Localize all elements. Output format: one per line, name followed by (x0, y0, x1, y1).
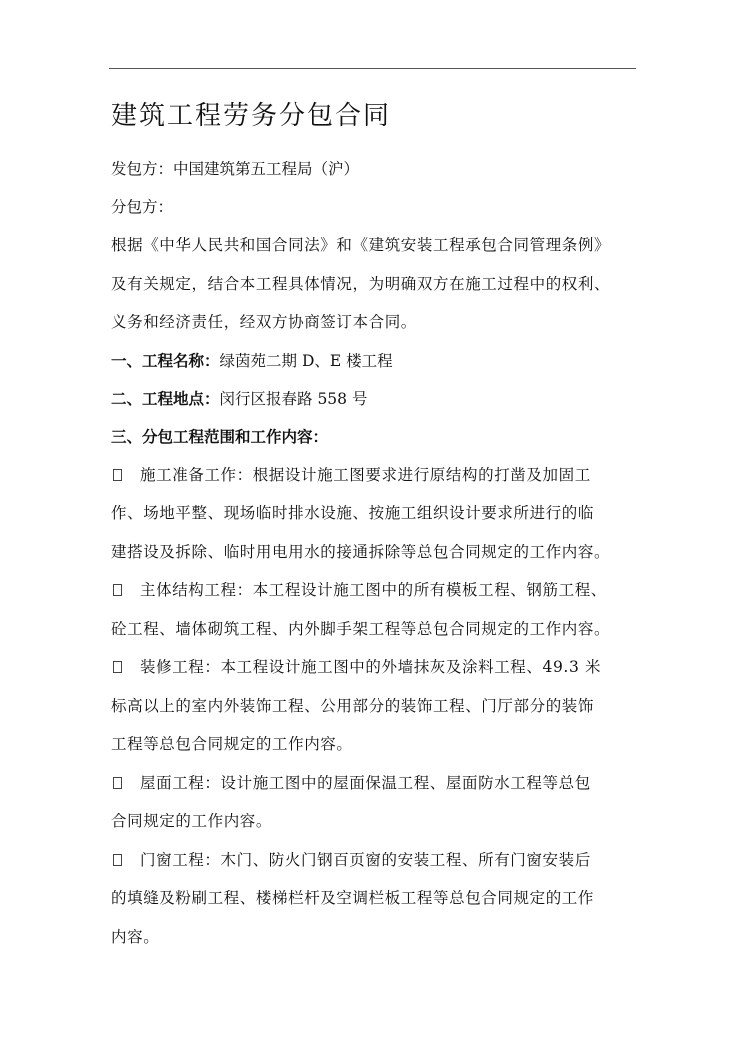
project-location-value: 闵行区报春路 558 号 (219, 389, 368, 408)
bullet-icon (113, 777, 122, 789)
project-location-row (111, 380, 641, 418)
header-rule (109, 68, 636, 69)
preamble (111, 226, 641, 342)
project-name-label: 一、工程名称： (111, 350, 220, 370)
preamble-line: 义务和经济责任，经双方协商签订本合同。 (111, 313, 417, 331)
scope-line: 门窗工程：木门、防火门钢百页窗的安装工程、所有门窗安装后 (140, 850, 591, 869)
scope-line: 主体结构工程：本工程设计施工图中的所有模板工程、钢筋工程、 (140, 581, 607, 599)
project-name-value: 绿茵苑二期 D、E 楼工程 (219, 351, 393, 370)
scope-line: 作、场地平整、现场临时排水设施、按施工组织设计要求所进行的临 (111, 504, 595, 522)
subcontractor-line: 分包方： (111, 198, 174, 216)
preamble-line: 及有关规定，结合本工程具体情况，为明确双方在施工过程中的权利、 (111, 274, 611, 293)
scope-line: 建搭设及拆除、临时用电用水的接通拆除等总包合同规定的工作内容。 (111, 542, 611, 561)
scope-line: 工程等总包合同规定的工作内容。 (111, 735, 353, 753)
scope-item (111, 571, 641, 648)
scope-line: 合同规定的工作内容。 (111, 812, 273, 830)
scope-line: 施工准备工作：根据设计施工图要求进行原结构的打凿及加固工 (140, 465, 591, 484)
scope-item (111, 648, 641, 764)
scope-item (111, 764, 641, 841)
scope-line: 内容。 (111, 927, 160, 946)
document-title: 建筑工程劳务分包合同 (111, 101, 392, 131)
project-name-row (111, 342, 641, 380)
scope-line: 的填缝及粉刷工程、楼梯栏杆及空调栏板工程等总包合同规定的工作 (111, 889, 595, 907)
contractor-line: 发包方：中国建筑第五工程局（沪） (111, 160, 360, 178)
bullet-icon (113, 661, 122, 673)
scope-line: 屋面工程：设计施工图中的屋面保温工程、屋面防水工程等总包 (140, 773, 591, 792)
bullet-icon (113, 854, 122, 866)
scope-item (111, 456, 641, 572)
scope-heading: 三、分包工程范围和工作内容： (111, 426, 329, 446)
project-location-label: 二、工程地点： (111, 388, 220, 408)
scope-line: 装修工程：本工程设计施工图中的外墙抹灰及涂料工程、49.3 米 (140, 658, 602, 676)
bullet-icon (113, 469, 122, 481)
bullet-icon (113, 584, 122, 596)
scope-line: 标高以上的室内外装饰工程、公用部分的装饰工程、门厅部分的装饰 (111, 696, 595, 715)
preamble-line: 根据《中华人民共和国合同法》和《建筑安装工程承包合同管理条例》 (111, 236, 611, 254)
scope-item (111, 841, 641, 957)
document-body (111, 96, 641, 956)
scope-line: 砼工程、墙体砌筑工程、内外脚手架工程等总包合同规定的工作内容。 (111, 619, 611, 638)
